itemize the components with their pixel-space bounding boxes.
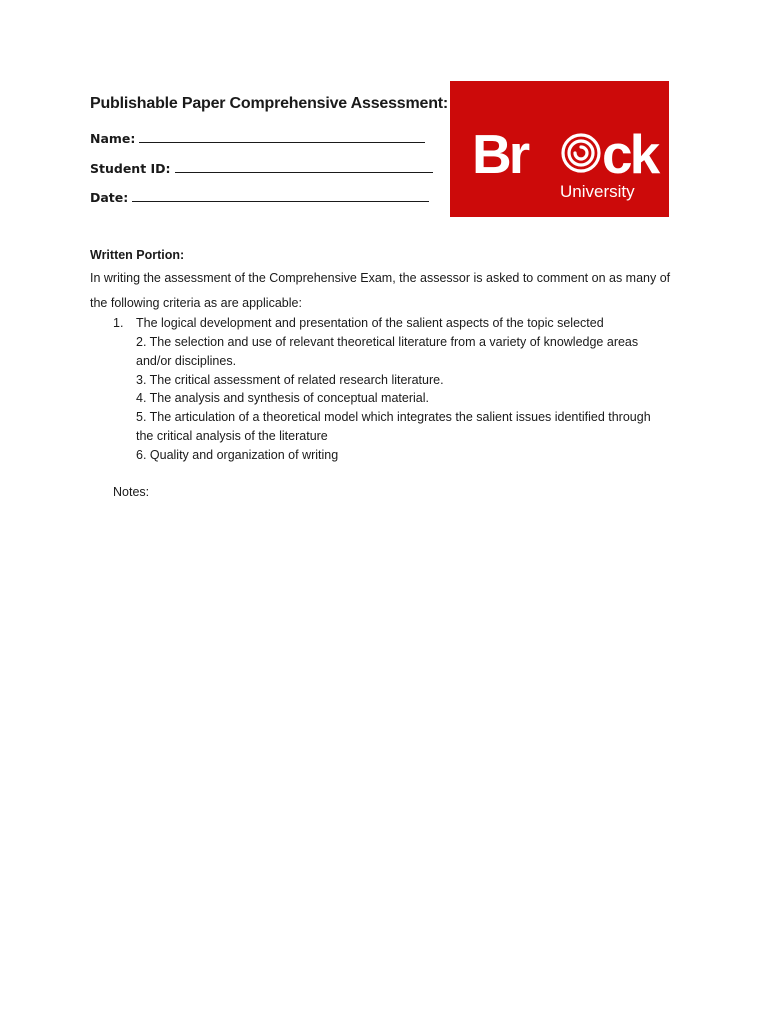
name-label: Name: bbox=[90, 131, 136, 146]
criteria-line: the critical analysis of the literature bbox=[136, 429, 328, 443]
student-id-field[interactable] bbox=[90, 161, 433, 176]
name-underline[interactable] bbox=[139, 132, 425, 143]
criteria-line: 2. The selection and use of relevant theoretical literature from a variety of knowledge areas bbox=[136, 335, 639, 349]
document-title: Publishable Paper Comprehensive Assessment: bbox=[90, 95, 449, 112]
intro-line-2: the following criteria as are applicable: bbox=[90, 296, 302, 310]
criteria-line: 6. Quality and organization of writing bbox=[136, 448, 339, 462]
criteria-number-1: 1. bbox=[113, 316, 124, 330]
criteria-line: 3. The critical assessment of related research literature. bbox=[136, 373, 444, 387]
intro-line-1: In writing the assessment of the Comprehensive Exam, the assessor is asked to comment on as many of bbox=[90, 271, 671, 285]
criteria-line: 5. The articulation of a theoretical model which integrates the salient issues identified through bbox=[136, 410, 651, 424]
written-portion-heading: Written Portion: bbox=[90, 248, 185, 262]
notes-label: Notes: bbox=[113, 485, 150, 499]
logo-wordmark-b: Br bbox=[472, 123, 528, 185]
logo-subline: University bbox=[560, 182, 635, 201]
intro-paragraph bbox=[90, 266, 690, 316]
date-label: Date: bbox=[90, 190, 129, 205]
name-field[interactable] bbox=[90, 131, 425, 146]
fingerprint-icon bbox=[563, 135, 599, 171]
student-id-label: Student ID: bbox=[90, 161, 171, 176]
criteria-line: 4. The analysis and synthesis of conceptual material. bbox=[136, 391, 429, 405]
student-id-underline[interactable] bbox=[175, 162, 433, 173]
logo-graphic bbox=[450, 81, 669, 217]
criteria-line: The logical development and presentation of the salient aspects of the topic selected bbox=[136, 316, 604, 330]
date-field[interactable] bbox=[90, 190, 429, 205]
criteria-line: and/or disciplines. bbox=[136, 354, 237, 368]
date-underline[interactable] bbox=[132, 191, 429, 202]
brock-university-logo bbox=[450, 81, 669, 217]
logo-wordmark-ck: ck bbox=[602, 123, 658, 185]
